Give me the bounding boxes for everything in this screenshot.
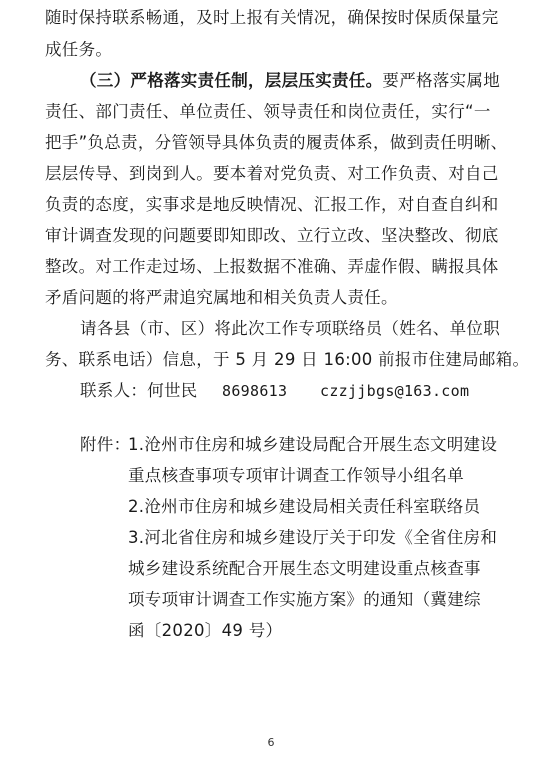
attachment-item-continued: 重点核查事项专项审计调查工作领导小组名单 bbox=[128, 466, 464, 485]
paragraph-line: 层层传导、到岗到人。要本着对党负责、对工作负责、对自己 bbox=[45, 164, 499, 183]
paragraph-line: 请各县（市、区）将此次工作专项联络员（姓名、单位职 bbox=[80, 319, 500, 338]
attachment-item-continued: 函〔2020〕49 号） bbox=[128, 621, 283, 640]
paragraph-line: 负责的态度，实事求是地反映情况、汇报工作，对自查自纠和 bbox=[45, 195, 499, 214]
contact-person: 联系人：何世民 bbox=[80, 381, 198, 400]
attachment-item: 2.沧州市住房和城乡建设局相关责任科室联络员 bbox=[128, 497, 481, 516]
paragraph-line: 审计调查发现的问题要即知即改、立行立改、坚决整改、彻底 bbox=[45, 226, 499, 245]
paragraph-line: 成任务。 bbox=[45, 40, 113, 59]
attachment-item-continued: 城乡建设系统配合开展生态文明建设重点核查事 bbox=[128, 559, 481, 578]
contact-phone: 8698613 bbox=[222, 382, 288, 400]
paragraph-line: 整改。对工作走过场、上报数据不准确、弄虚作假、瞒报具体 bbox=[45, 257, 499, 276]
paragraph-line: 把手”负总责，分管领导具体负责的履责体系，做到责任明晰、 bbox=[45, 133, 508, 152]
section-heading: （三）严格落实责任制，层层压实责任。 bbox=[80, 71, 383, 90]
section-heading-line bbox=[80, 69, 500, 93]
attachment-item-continued: 项专项审计调查工作实施方案》的通知（冀建综 bbox=[128, 590, 481, 609]
attachment-item: 3.河北省住房和城乡建设厅关于印发《全省住房和 bbox=[128, 528, 498, 547]
paragraph-line: 责任、部门责任、单位责任、领导责任和岗位责任，实行“一 bbox=[45, 102, 491, 121]
paragraph-line: 随时保持联系畅通，及时上报有关情况，确保按时保质保量完 bbox=[45, 8, 499, 27]
attachment-item: 1.沧州市住房和城乡建设局配合开展生态文明建设 bbox=[128, 435, 498, 454]
paragraph-text: 要严格落实属地 bbox=[382, 71, 501, 90]
paragraph-line: 务、联系电话）信息，于 5 月 29 日 16:00 前报市住建局邮箱。 bbox=[45, 350, 530, 369]
contact-email: czzjjbgs@163.com bbox=[320, 382, 470, 400]
page-number: 6 bbox=[267, 736, 275, 749]
paragraph-line: 矛盾问题的将严肃追究属地和相关负责人责任。 bbox=[45, 288, 398, 307]
attachments-label: 附件： bbox=[80, 435, 131, 454]
